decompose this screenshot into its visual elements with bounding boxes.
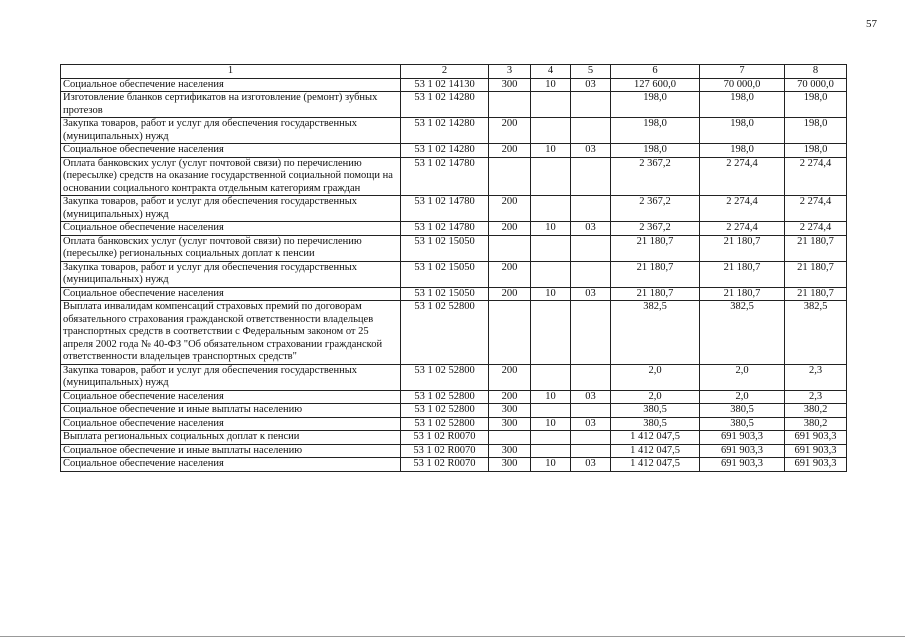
page-footer-line bbox=[0, 636, 905, 637]
cell-target-article: 53 1 02 15050 bbox=[401, 261, 489, 287]
cell-name: Социальное обеспечение населения bbox=[61, 417, 401, 431]
cell-section bbox=[531, 92, 571, 118]
cell-expense-type: 200 bbox=[489, 118, 531, 144]
cell-name: Социальное обеспечение и иные выплаты населению bbox=[61, 444, 401, 458]
cell-target-article: 53 1 02 14280 bbox=[401, 92, 489, 118]
cell-subsection: 03 bbox=[571, 390, 611, 404]
budget-table bbox=[60, 64, 847, 472]
cell-amount-col6: 21 180,7 bbox=[611, 235, 700, 261]
cell-name: Социальное обеспечение населения bbox=[61, 390, 401, 404]
cell-amount-col8: 21 180,7 bbox=[785, 261, 847, 287]
table-header-row bbox=[61, 65, 847, 79]
cell-expense-type: 200 bbox=[489, 196, 531, 222]
cell-expense-type: 200 bbox=[489, 261, 531, 287]
cell-subsection: 03 bbox=[571, 417, 611, 431]
cell-amount-col8: 691 903,3 bbox=[785, 431, 847, 445]
cell-subsection: 03 bbox=[571, 458, 611, 472]
cell-subsection bbox=[571, 235, 611, 261]
cell-subsection: 03 bbox=[571, 287, 611, 301]
cell-target-article: 53 1 02 R0070 bbox=[401, 458, 489, 472]
table-row bbox=[61, 404, 847, 418]
table-row bbox=[61, 157, 847, 196]
cell-amount-col6: 2,0 bbox=[611, 364, 700, 390]
cell-amount-col8: 2 274,4 bbox=[785, 222, 847, 236]
column-header: 7 bbox=[700, 65, 785, 79]
cell-amount-col6: 198,0 bbox=[611, 92, 700, 118]
column-header: 8 bbox=[785, 65, 847, 79]
cell-target-article: 53 1 02 14780 bbox=[401, 196, 489, 222]
table-row bbox=[61, 431, 847, 445]
cell-amount-col6: 1 412 047,5 bbox=[611, 458, 700, 472]
cell-amount-col7: 21 180,7 bbox=[700, 261, 785, 287]
cell-amount-col7: 198,0 bbox=[700, 118, 785, 144]
cell-target-article: 53 1 02 52800 bbox=[401, 364, 489, 390]
cell-subsection bbox=[571, 196, 611, 222]
table-row bbox=[61, 458, 847, 472]
cell-subsection bbox=[571, 364, 611, 390]
cell-section bbox=[531, 196, 571, 222]
cell-section bbox=[531, 118, 571, 144]
cell-section: 10 bbox=[531, 287, 571, 301]
cell-amount-col8: 198,0 bbox=[785, 92, 847, 118]
cell-amount-col8: 691 903,3 bbox=[785, 458, 847, 472]
cell-amount-col8: 380,2 bbox=[785, 417, 847, 431]
cell-target-article: 53 1 02 14780 bbox=[401, 222, 489, 236]
cell-amount-col8: 2,3 bbox=[785, 364, 847, 390]
cell-amount-col7: 70 000,0 bbox=[700, 78, 785, 92]
cell-amount-col7: 2 274,4 bbox=[700, 222, 785, 236]
cell-section: 10 bbox=[531, 458, 571, 472]
cell-name: Социальное обеспечение населения bbox=[61, 222, 401, 236]
cell-section: 10 bbox=[531, 222, 571, 236]
cell-target-article: 53 1 02 52800 bbox=[401, 301, 489, 365]
cell-target-article: 53 1 02 15050 bbox=[401, 235, 489, 261]
cell-expense-type: 300 bbox=[489, 444, 531, 458]
cell-amount-col8: 198,0 bbox=[785, 118, 847, 144]
cell-name: Социальное обеспечение населения bbox=[61, 144, 401, 158]
cell-amount-col6: 127 600,0 bbox=[611, 78, 700, 92]
table-row bbox=[61, 390, 847, 404]
cell-amount-col7: 2 274,4 bbox=[700, 157, 785, 196]
cell-amount-col6: 1 412 047,5 bbox=[611, 444, 700, 458]
cell-subsection: 03 bbox=[571, 222, 611, 236]
cell-expense-type: 200 bbox=[489, 364, 531, 390]
cell-amount-col6: 198,0 bbox=[611, 144, 700, 158]
cell-name: Закупка товаров, работ и услуг для обеспечения государственных (муниципальных) нужд bbox=[61, 118, 401, 144]
cell-amount-col8: 70 000,0 bbox=[785, 78, 847, 92]
cell-amount-col6: 380,5 bbox=[611, 404, 700, 418]
cell-name: Выплата инвалидам компенсаций страховых премий по договорам обязательного страхования гражданской ответственности владельцев транспортных средств в соответствии с Федеральным законом от 25 апреля 2002 года № 40-ФЗ "Об обязательном страховании гражданской ответственности владельцев транспортных средств" bbox=[61, 301, 401, 365]
cell-name: Социальное обеспечение населения bbox=[61, 78, 401, 92]
cell-section bbox=[531, 261, 571, 287]
cell-target-article: 53 1 02 52800 bbox=[401, 390, 489, 404]
cell-section: 10 bbox=[531, 417, 571, 431]
cell-amount-col6: 380,5 bbox=[611, 417, 700, 431]
cell-amount-col8: 2 274,4 bbox=[785, 196, 847, 222]
table-body bbox=[61, 78, 847, 471]
cell-subsection: 03 bbox=[571, 144, 611, 158]
cell-name: Социальное обеспечение населения bbox=[61, 287, 401, 301]
table-row bbox=[61, 78, 847, 92]
cell-section: 10 bbox=[531, 78, 571, 92]
cell-subsection bbox=[571, 404, 611, 418]
cell-amount-col8: 2 274,4 bbox=[785, 157, 847, 196]
cell-amount-col6: 1 412 047,5 bbox=[611, 431, 700, 445]
cell-amount-col6: 2 367,2 bbox=[611, 222, 700, 236]
cell-amount-col7: 691 903,3 bbox=[700, 458, 785, 472]
cell-subsection bbox=[571, 444, 611, 458]
cell-expense-type: 300 bbox=[489, 417, 531, 431]
cell-target-article: 53 1 02 14130 bbox=[401, 78, 489, 92]
cell-subsection bbox=[571, 261, 611, 287]
cell-amount-col7: 198,0 bbox=[700, 92, 785, 118]
cell-expense-type: 300 bbox=[489, 458, 531, 472]
cell-name: Оплата банковских услуг (услуг почтовой связи) по перечислению (пересылке) средств на оказание государственной социальной помощи на основании социального контракта отдельным категориям граждан bbox=[61, 157, 401, 196]
cell-amount-col8: 198,0 bbox=[785, 144, 847, 158]
cell-section: 10 bbox=[531, 144, 571, 158]
cell-name: Закупка товаров, работ и услуг для обеспечения государственных (муниципальных) нужд bbox=[61, 261, 401, 287]
column-header: 5 bbox=[571, 65, 611, 79]
cell-expense-type: 300 bbox=[489, 404, 531, 418]
table-row bbox=[61, 196, 847, 222]
cell-subsection bbox=[571, 157, 611, 196]
cell-amount-col7: 198,0 bbox=[700, 144, 785, 158]
cell-amount-col8: 382,5 bbox=[785, 301, 847, 365]
cell-target-article: 53 1 02 14280 bbox=[401, 144, 489, 158]
cell-subsection bbox=[571, 92, 611, 118]
cell-amount-col7: 380,5 bbox=[700, 404, 785, 418]
cell-amount-col6: 382,5 bbox=[611, 301, 700, 365]
cell-section bbox=[531, 444, 571, 458]
cell-name: Социальное обеспечение и иные выплаты населению bbox=[61, 404, 401, 418]
cell-name: Выплата региональных социальных доплат к пенсии bbox=[61, 431, 401, 445]
cell-amount-col7: 2,0 bbox=[700, 390, 785, 404]
cell-amount-col8: 2,3 bbox=[785, 390, 847, 404]
cell-amount-col8: 21 180,7 bbox=[785, 287, 847, 301]
cell-expense-type bbox=[489, 92, 531, 118]
cell-name: Закупка товаров, работ и услуг для обеспечения государственных (муниципальных) нужд bbox=[61, 196, 401, 222]
cell-section bbox=[531, 404, 571, 418]
column-header: 4 bbox=[531, 65, 571, 79]
cell-amount-col6: 21 180,7 bbox=[611, 261, 700, 287]
cell-target-article: 53 1 02 R0070 bbox=[401, 444, 489, 458]
cell-amount-col6: 2 367,2 bbox=[611, 196, 700, 222]
table-row bbox=[61, 92, 847, 118]
cell-amount-col8: 380,2 bbox=[785, 404, 847, 418]
cell-amount-col7: 2,0 bbox=[700, 364, 785, 390]
cell-target-article: 53 1 02 52800 bbox=[401, 417, 489, 431]
cell-amount-col7: 691 903,3 bbox=[700, 444, 785, 458]
cell-amount-col6: 2 367,2 bbox=[611, 157, 700, 196]
cell-name: Изготовление бланков сертификатов на изготовление (ремонт) зубных протезов bbox=[61, 92, 401, 118]
cell-name: Оплата банковских услуг (услуг почтовой связи) по перечислению (пересылке) региональных социальных доплат к пенсии bbox=[61, 235, 401, 261]
cell-name: Социальное обеспечение населения bbox=[61, 458, 401, 472]
cell-section bbox=[531, 157, 571, 196]
cell-amount-col6: 21 180,7 bbox=[611, 287, 700, 301]
cell-subsection bbox=[571, 118, 611, 144]
table-row bbox=[61, 261, 847, 287]
cell-subsection bbox=[571, 301, 611, 365]
cell-subsection bbox=[571, 431, 611, 445]
table-row bbox=[61, 301, 847, 365]
cell-subsection: 03 bbox=[571, 78, 611, 92]
cell-section bbox=[531, 301, 571, 365]
column-header: 6 bbox=[611, 65, 700, 79]
cell-expense-type bbox=[489, 157, 531, 196]
cell-target-article: 53 1 02 15050 bbox=[401, 287, 489, 301]
cell-expense-type: 300 bbox=[489, 78, 531, 92]
cell-section bbox=[531, 235, 571, 261]
table-row bbox=[61, 222, 847, 236]
cell-target-article: 53 1 02 R0070 bbox=[401, 431, 489, 445]
cell-amount-col6: 2,0 bbox=[611, 390, 700, 404]
cell-amount-col6: 198,0 bbox=[611, 118, 700, 144]
cell-expense-type: 200 bbox=[489, 287, 531, 301]
cell-amount-col7: 382,5 bbox=[700, 301, 785, 365]
table-row bbox=[61, 417, 847, 431]
cell-amount-col7: 691 903,3 bbox=[700, 431, 785, 445]
cell-expense-type bbox=[489, 431, 531, 445]
cell-amount-col7: 2 274,4 bbox=[700, 196, 785, 222]
table-row bbox=[61, 444, 847, 458]
table-row bbox=[61, 144, 847, 158]
cell-expense-type: 200 bbox=[489, 222, 531, 236]
cell-section bbox=[531, 364, 571, 390]
cell-expense-type bbox=[489, 235, 531, 261]
cell-expense-type: 200 bbox=[489, 390, 531, 404]
table-row bbox=[61, 364, 847, 390]
cell-amount-col8: 691 903,3 bbox=[785, 444, 847, 458]
cell-section: 10 bbox=[531, 390, 571, 404]
column-header: 1 bbox=[61, 65, 401, 79]
cell-amount-col7: 380,5 bbox=[700, 417, 785, 431]
table-row bbox=[61, 118, 847, 144]
cell-target-article: 53 1 02 52800 bbox=[401, 404, 489, 418]
cell-amount-col7: 21 180,7 bbox=[700, 287, 785, 301]
cell-amount-col7: 21 180,7 bbox=[700, 235, 785, 261]
cell-expense-type bbox=[489, 301, 531, 365]
page-number: 57 bbox=[866, 18, 877, 30]
cell-target-article: 53 1 02 14780 bbox=[401, 157, 489, 196]
cell-name: Закупка товаров, работ и услуг для обеспечения государственных (муниципальных) нужд bbox=[61, 364, 401, 390]
table-row bbox=[61, 235, 847, 261]
cell-expense-type: 200 bbox=[489, 144, 531, 158]
cell-target-article: 53 1 02 14280 bbox=[401, 118, 489, 144]
cell-amount-col8: 21 180,7 bbox=[785, 235, 847, 261]
column-header: 3 bbox=[489, 65, 531, 79]
column-header: 2 bbox=[401, 65, 489, 79]
table-row bbox=[61, 287, 847, 301]
cell-section bbox=[531, 431, 571, 445]
